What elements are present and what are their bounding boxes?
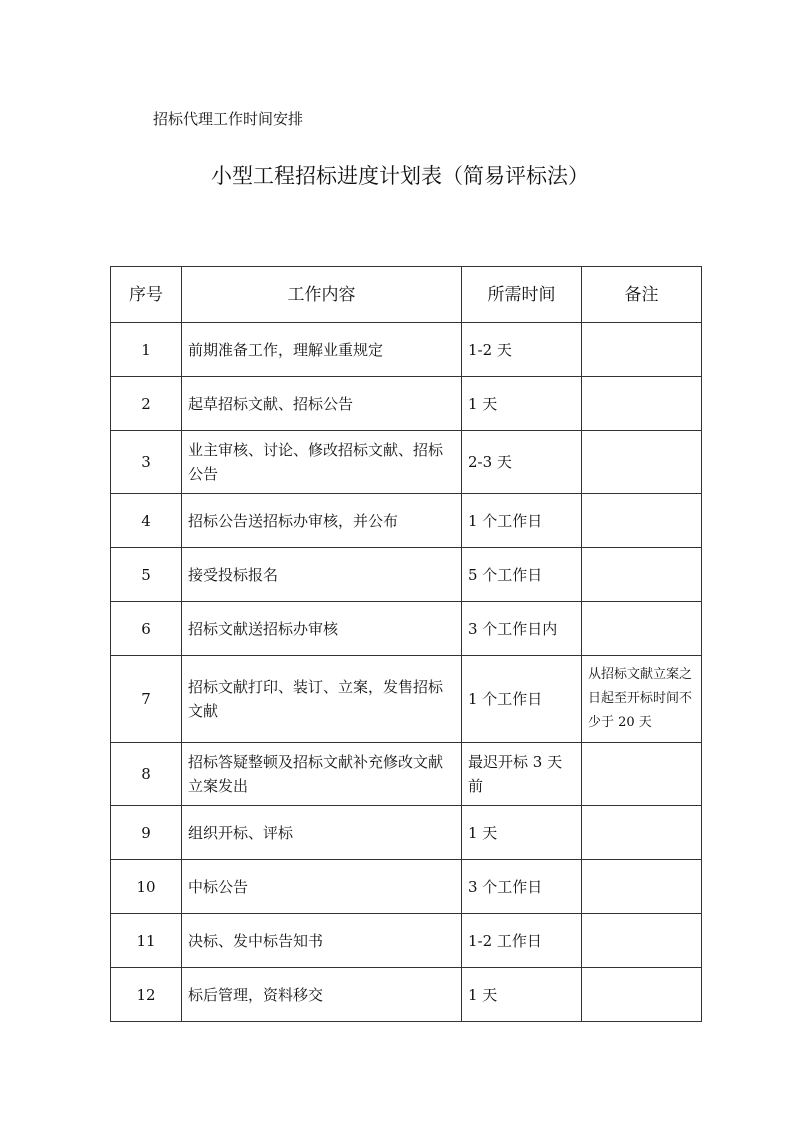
row-time: 2-3 天 bbox=[462, 431, 582, 494]
table-row bbox=[111, 377, 702, 431]
row-number: 7 bbox=[111, 656, 182, 743]
row-task: 决标、发中标告知书 bbox=[182, 914, 462, 968]
row-note: 从招标文献立案之日起至开标时间不少于 20 天 bbox=[582, 656, 702, 743]
row-task: 招标文献打印、装订、立案，发售招标文献 bbox=[182, 656, 462, 743]
row-time: 1 个工作日 bbox=[462, 494, 582, 548]
row-number: 1 bbox=[111, 323, 182, 377]
row-time: 1-2 天 bbox=[462, 323, 582, 377]
row-number: 11 bbox=[111, 914, 182, 968]
header-cell-time: 所需时间 bbox=[462, 267, 582, 323]
table-row bbox=[111, 806, 702, 860]
row-task: 前期准备工作，理解业重规定 bbox=[182, 323, 462, 377]
row-note bbox=[582, 602, 702, 656]
row-number: 12 bbox=[111, 968, 182, 1022]
page-title: 小型工程招标进度计划表（简易评标法） bbox=[211, 164, 589, 188]
schedule-table bbox=[110, 266, 702, 1022]
row-note bbox=[582, 494, 702, 548]
row-note bbox=[582, 806, 702, 860]
row-time: 最迟开标 3 天前 bbox=[462, 743, 582, 806]
row-note bbox=[582, 323, 702, 377]
row-number: 10 bbox=[111, 860, 182, 914]
row-number: 5 bbox=[111, 548, 182, 602]
row-task: 招标公告送招标办审核，并公布 bbox=[182, 494, 462, 548]
row-time: 1 天 bbox=[462, 377, 582, 431]
row-task: 招标答疑整顿及招标文献补充修改文献立案发出 bbox=[182, 743, 462, 806]
table-row bbox=[111, 968, 702, 1022]
row-task: 标后管理，资料移交 bbox=[182, 968, 462, 1022]
row-note bbox=[582, 431, 702, 494]
header-cell-task: 工作内容 bbox=[182, 267, 462, 323]
table-row bbox=[111, 656, 702, 743]
header-cell-number: 序号 bbox=[111, 267, 182, 323]
row-time: 1 天 bbox=[462, 968, 582, 1022]
row-note bbox=[582, 914, 702, 968]
table-header-row bbox=[111, 267, 702, 323]
row-task: 业主审核、讨论、修改招标文献、招标公告 bbox=[182, 431, 462, 494]
row-time: 1 天 bbox=[462, 806, 582, 860]
row-task: 组织开标、评标 bbox=[182, 806, 462, 860]
row-time: 5 个工作日 bbox=[462, 548, 582, 602]
row-note bbox=[582, 968, 702, 1022]
row-task: 招标文献送招标办审核 bbox=[182, 602, 462, 656]
table-row bbox=[111, 548, 702, 602]
row-note bbox=[582, 548, 702, 602]
header-note: 招标代理工作时间安排 bbox=[153, 110, 304, 128]
table-row bbox=[111, 743, 702, 806]
row-time: 3 个工作日内 bbox=[462, 602, 582, 656]
row-number: 8 bbox=[111, 743, 182, 806]
table-row bbox=[111, 860, 702, 914]
table-row bbox=[111, 431, 702, 494]
row-task: 起草招标文献、招标公告 bbox=[182, 377, 462, 431]
row-note bbox=[582, 860, 702, 914]
row-number: 2 bbox=[111, 377, 182, 431]
row-number: 3 bbox=[111, 431, 182, 494]
row-note bbox=[582, 377, 702, 431]
row-number: 4 bbox=[111, 494, 182, 548]
table-row bbox=[111, 914, 702, 968]
row-task: 中标公告 bbox=[182, 860, 462, 914]
table-row bbox=[111, 602, 702, 656]
row-number: 6 bbox=[111, 602, 182, 656]
row-time: 1-2 工作日 bbox=[462, 914, 582, 968]
row-time: 1 个工作日 bbox=[462, 656, 582, 743]
row-number: 9 bbox=[111, 806, 182, 860]
row-task: 接受投标报名 bbox=[182, 548, 462, 602]
row-note bbox=[582, 743, 702, 806]
row-time: 3 个工作日 bbox=[462, 860, 582, 914]
table-row bbox=[111, 494, 702, 548]
header-cell-note: 备注 bbox=[582, 267, 702, 323]
table-row bbox=[111, 323, 702, 377]
